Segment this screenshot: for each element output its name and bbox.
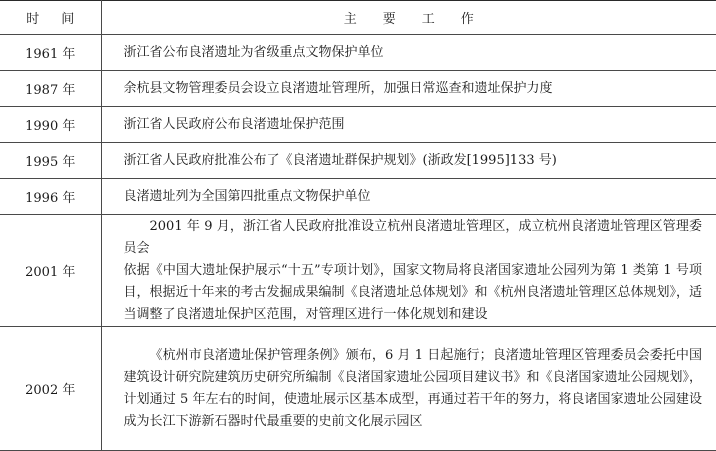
year-cell: 1961 年: [0, 35, 101, 71]
year-cell: 1990 年: [0, 107, 101, 143]
header-work: 主要工作: [101, 1, 716, 35]
work-cell: [101, 327, 716, 451]
year-cell: 1987 年: [0, 71, 101, 107]
header-row: [0, 1, 716, 35]
work-cell: 余杭县文物管理委员会设立良渚遗址管理所，加强日常巡查和遗址保护力度: [101, 71, 716, 107]
work-cell: 浙江省人民政府批准公布了《良渚遗址群保护规划》(浙政发[1995]133 号): [101, 143, 716, 179]
table-header: [0, 1, 716, 35]
table-row: [0, 215, 716, 327]
header-time: 时间: [0, 1, 101, 35]
table-row: [0, 179, 716, 215]
work-cell: 浙江省公布良渚遗址为省级重点文物保护单位: [101, 35, 716, 71]
work-cell: [101, 215, 716, 327]
work-cell: 浙江省人民政府公布良渚遗址保护范围: [101, 107, 716, 143]
table-row: [0, 107, 716, 143]
year-cell: 1996 年: [0, 179, 101, 215]
table-row: [0, 143, 716, 179]
work-paragraph: 依据《中国大遗址保护展示“十五”专项计划》，国家文物局将良渚国家遗址公园列为第 1 类第 1 号项目，根据近十年来的考古发掘成果编制《良渚遗址总体规划》和《杭州良渚遗址管理区总体规划》，适当调整了良渚遗址保护区范围，对管理区进行一体化规划和建设: [123, 263, 703, 322]
table-body: [0, 35, 716, 451]
table-row: [0, 71, 716, 107]
table-row: [0, 327, 716, 451]
work-paragraph: 2001 年 9 月，浙江省人民政府批准设立杭州良渚遗址管理区，成立杭州良渚遗址管理区管理委员会: [123, 219, 702, 256]
work-cell: 良渚遗址列为全国第四批重点文物保护单位: [101, 179, 716, 215]
year-cell: 2002 年: [0, 327, 101, 451]
year-cell: 2001 年: [0, 215, 101, 327]
table-row: [0, 35, 716, 71]
year-cell: 1995 年: [0, 143, 101, 179]
work-paragraph: 《杭州市良渚遗址保护管理条例》颁布，6 月 1 日起施行；良渚遗址管理区管理委员会委托中国建筑设计研究院建筑历史研究所编制《良渚国家遗址公园项目建议书》和《良渚国家遗址公园规划》，计划通过 5 年左右的时间，使遗址展示区基本成型，再通过若干年的努力，将良诸国家遗址公园建设成为长江下游新石器时代最重要的史前文化展示园区: [123, 348, 703, 429]
